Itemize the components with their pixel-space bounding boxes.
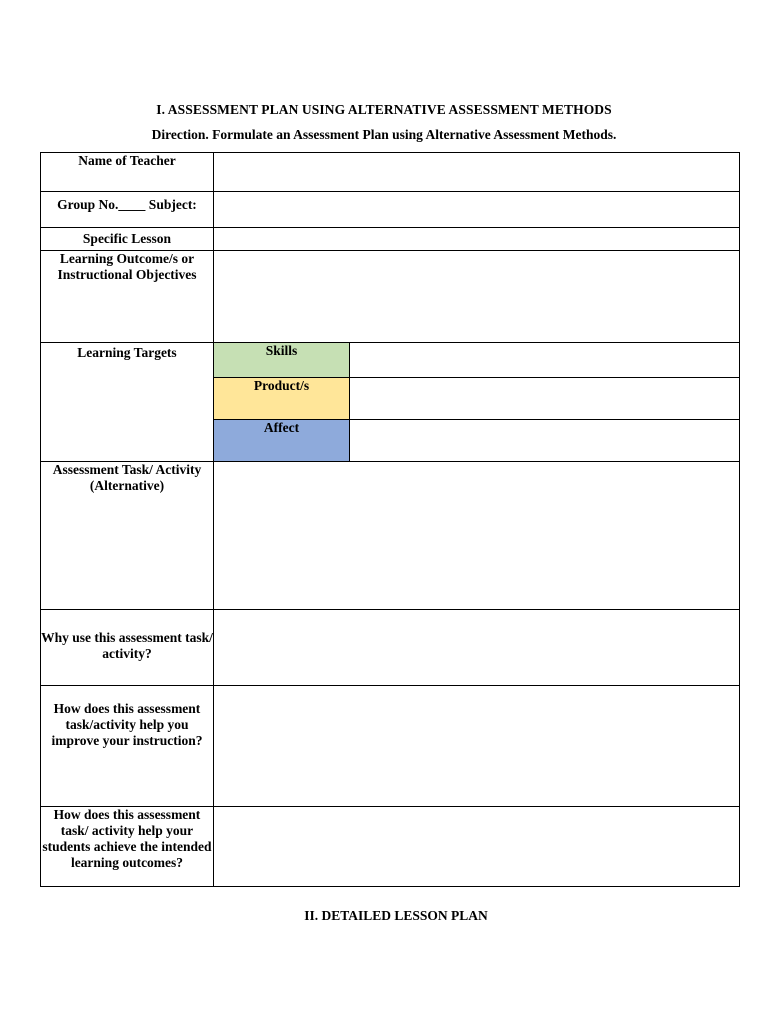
name-of-teacher-field[interactable] [214,153,740,192]
affect-target-field[interactable] [350,420,740,462]
assessment-plan-table [40,152,740,887]
assessment-task-field[interactable] [214,462,740,610]
specific-lesson-label: Specific Lesson [41,228,214,251]
name-of-teacher-label: Name of Teacher [41,153,214,192]
assessment-task-label: Assessment Task/ Activity (Alternative) [41,462,214,610]
learning-outcomes-field[interactable] [214,251,740,343]
direction-text: Direction. Formulate an Assessment Plan using Alternative Assessment Methods. [151,127,617,142]
group-subject-field[interactable] [214,192,740,228]
help-students-label: How does this assessment task/ activity help your students achieve the intended learning outcomes? [41,807,214,887]
skills-target-label: Skills [214,343,350,378]
specific-lesson-field[interactable] [214,228,740,251]
why-use-field[interactable] [214,610,740,686]
group-subject-label: Group No.____ Subject: [41,192,214,228]
products-target-label: Product/s [214,378,350,420]
page-title: I. ASSESSMENT PLAN USING ALTERNATIVE ASSESSMENT METHODS [156,102,612,117]
products-target-field[interactable] [350,378,740,420]
section-2-title: II. DETAILED LESSON PLAN [304,908,488,923]
affect-target-label: Affect [214,420,350,462]
why-use-label: Why use this assessment task/ activity? [41,610,214,686]
learning-outcomes-label: Learning Outcome/s or Instructional Objectives [41,251,214,343]
skills-target-field[interactable] [350,343,740,378]
improve-instruction-label: How does this assessment task/activity help you improve your instruction? [41,686,214,807]
improve-instruction-field[interactable] [214,686,740,807]
learning-targets-label: Learning Targets [41,343,214,462]
help-students-field[interactable] [214,807,740,887]
